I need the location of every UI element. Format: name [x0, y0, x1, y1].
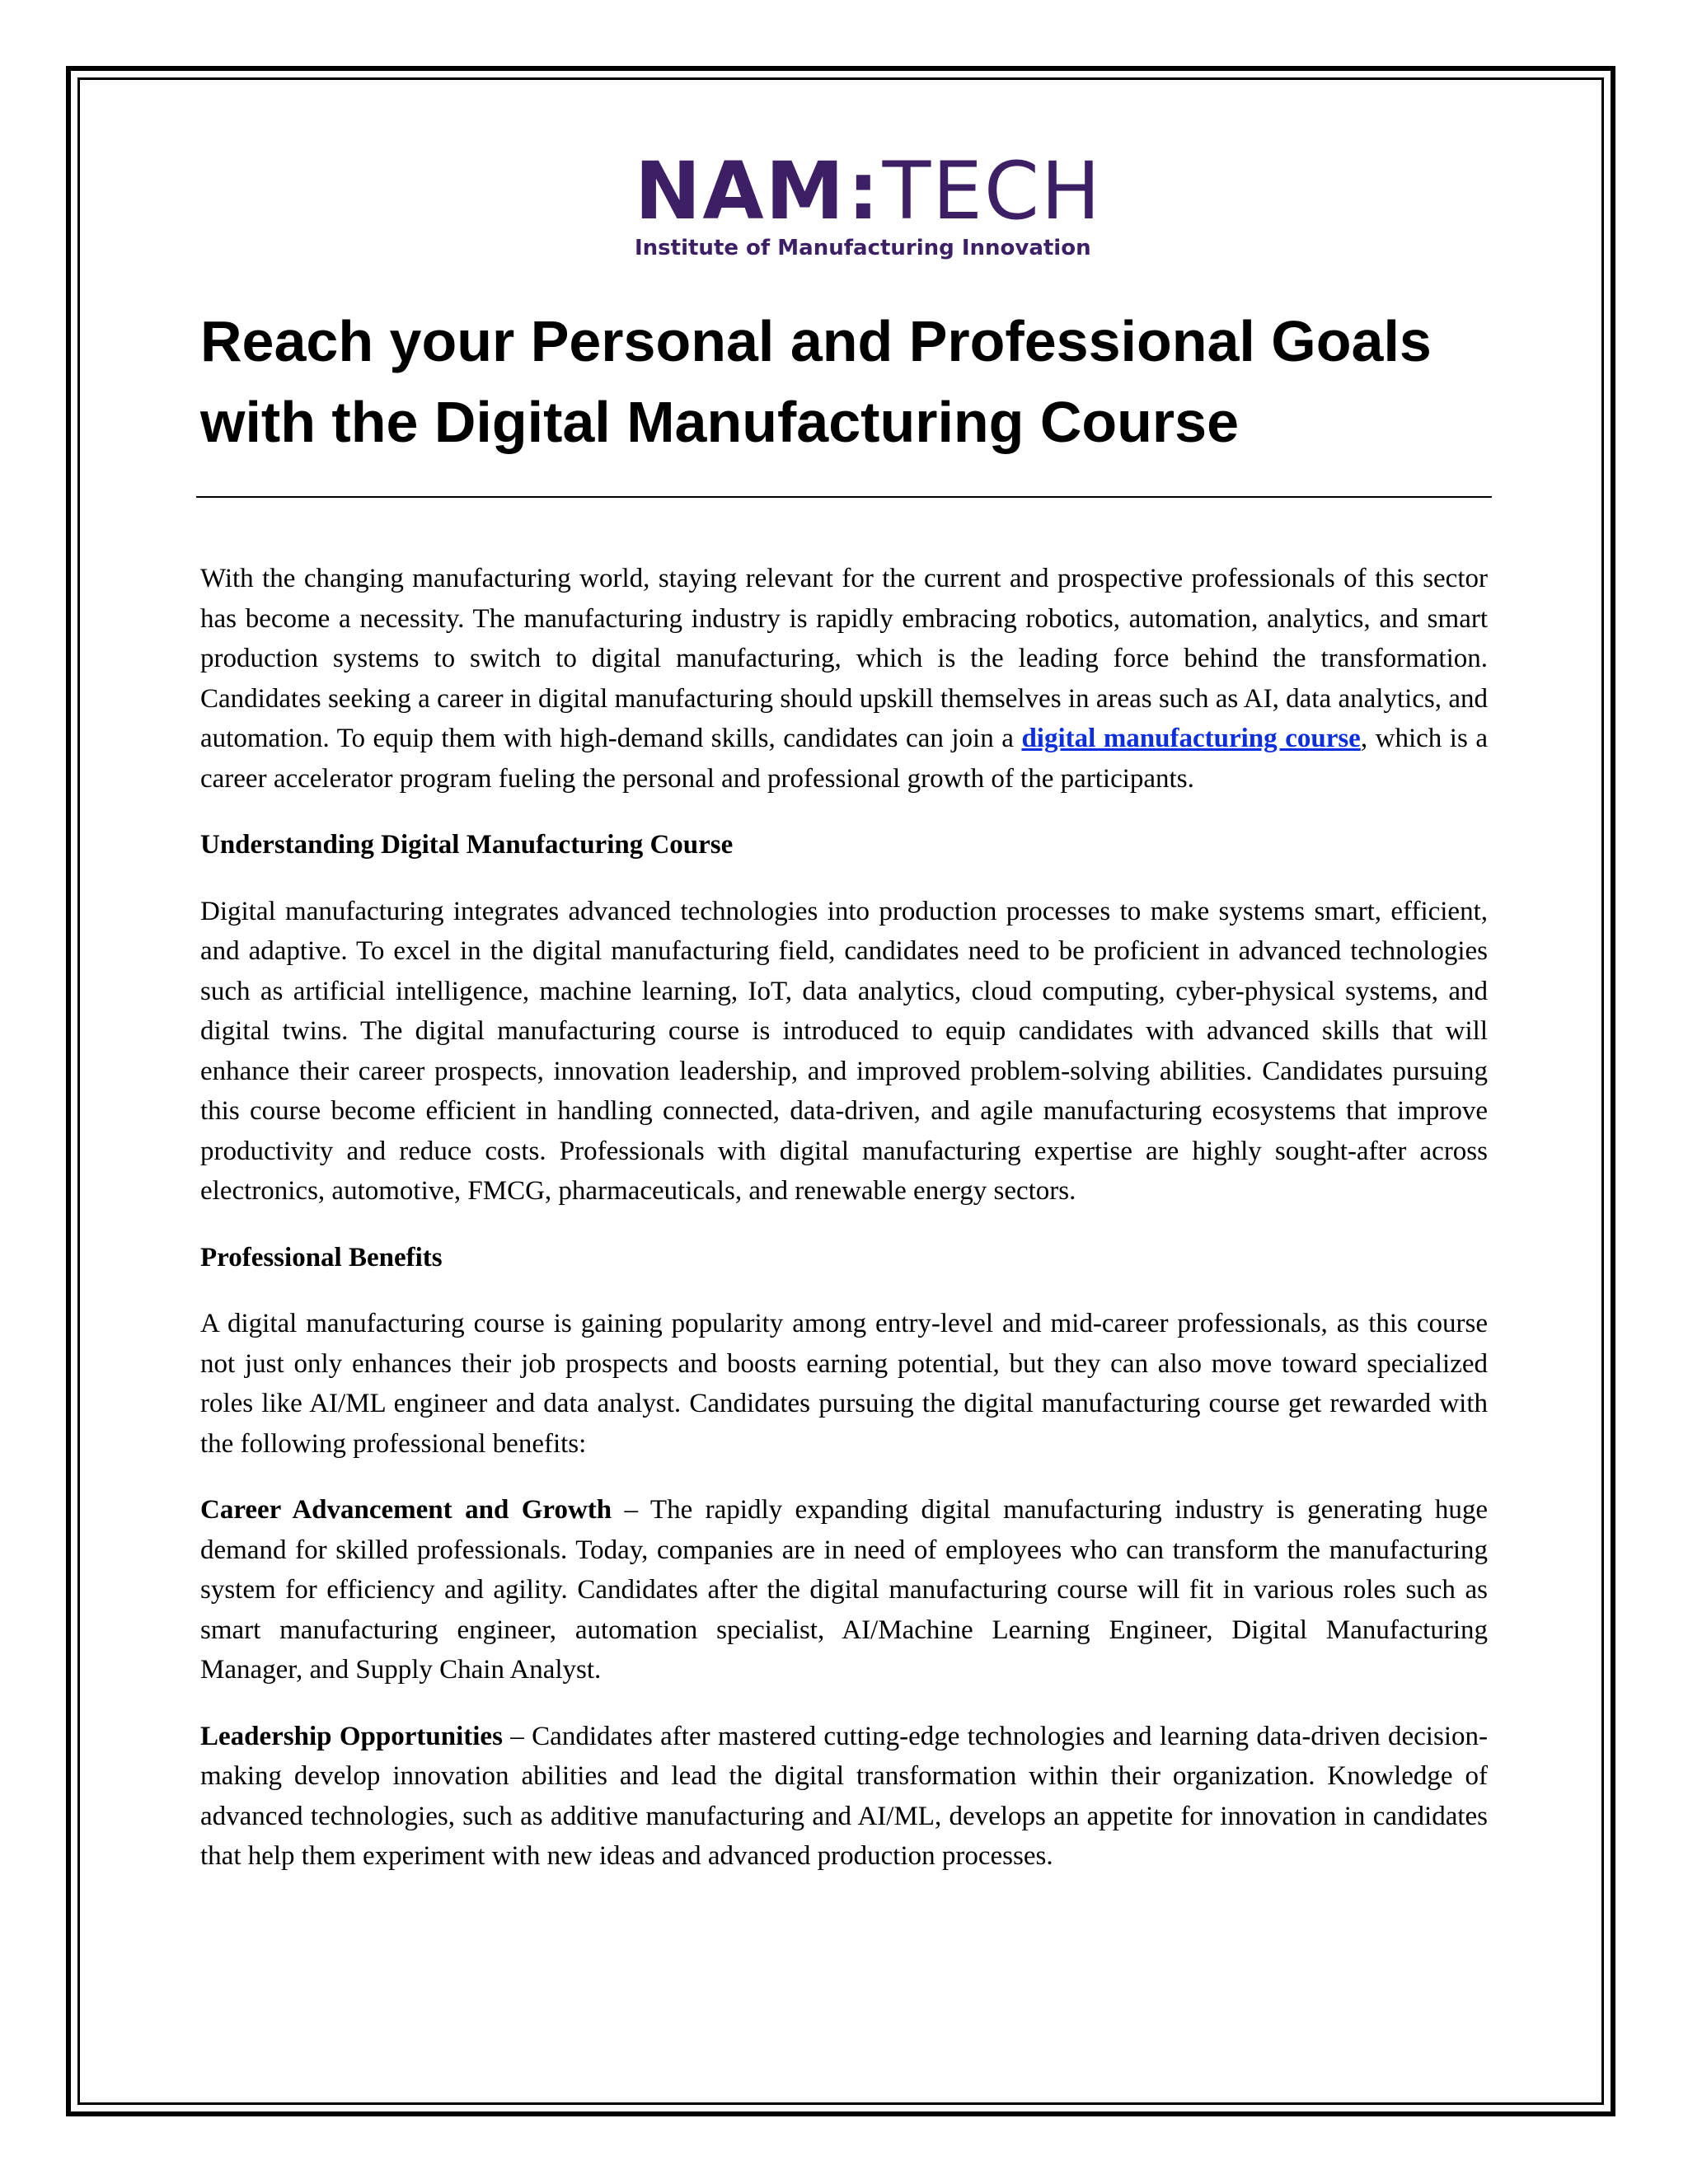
- logo-wordmark: [635, 145, 1103, 237]
- benefit-text: Candidates after mastered cutting-edge technologies and learning data-driven decision-making develop innovation abilities and lead the digital transformation within their organization. Knowledge of advanced technologies, such as additive manufacturing and AI/ML, develops an appetite for innovation in candidates that help them experiment with new ideas and advanced production processes.: [200, 1721, 1488, 1871]
- section-paragraph-professional-benefits: A digital manufacturing course is gaining popularity among entry-level and mid-career professionals, as this course not just only enhances their job prospects and boosts earning potential, but they can also move toward specialized roles like AI/ML engineer and data analyst. Candidates pursuing the digital manufacturing course get rewarded with the following professional benefits:: [200, 1309, 1488, 1459]
- section-heading-understanding: Understanding Digital Manufacturing Course: [200, 830, 734, 860]
- intro-text-after-link: , which is a career accelerator program fueling the personal and professional growth of the participants.: [200, 724, 1489, 794]
- benefit-term: Leadership Opportunities: [200, 1721, 503, 1751]
- logo-tagline: Institute of Manufacturing Innovation: [635, 236, 1091, 260]
- logo-wordmark-nam: NAM: [635, 145, 846, 237]
- benefit-item-leadership: [200, 1717, 1488, 1877]
- title-divider: [196, 496, 1492, 498]
- article-title: Reach your Personal and Professional Goals with the Digital Manufacturing Course: [200, 309, 1432, 454]
- benefit-term: Career Advancement and Growth: [200, 1495, 612, 1525]
- namtech-logo: [635, 145, 1103, 264]
- article-body: [200, 559, 1488, 1903]
- logo-wordmark-colon: :: [847, 145, 881, 237]
- benefit-separator: –: [612, 1495, 650, 1525]
- benefit-item-career-advancement: [200, 1490, 1488, 1690]
- benefit-text: The rapidly expanding digital manufacturing industry is generating huge demand for skilled professionals. Today, companies are in need of employees who can transform the manufacturing system for efficiency and agility. Candidates after the digital manufacturing course will fit in various roles such as smart manufacturing engineer, automation specialist, AI/Machine Learning Engineer, Digital Manufacturing Manager, and Supply Chain Analyst.: [200, 1495, 1488, 1685]
- intro-paragraph: [200, 559, 1488, 799]
- section-heading-professional-benefits: Professional Benefits: [200, 1242, 443, 1272]
- intro-text-before-link: With the changing manufacturing world, staying relevant for the current and prospective professionals of this sector has become a necessity. The manufacturing industry is rapidly embracing robotics, automation, analytics, and smart production systems to switch to digital manufacturing, which is the leading force behind the transformation. Candidates seeking a career in digital manufacturing should upskill themselves in areas such as AI, data analytics, and automation. To equip them with high-demand skills, candidates can join a: [200, 564, 1488, 753]
- section-paragraph-understanding: Digital manufacturing integrates advanced technologies into production processes to make systems smart, efficient, and adaptive. To excel in the digital manufacturing field, candidates need to be proficient in advanced technologies such as artificial intelligence, machine learning, IoT, data analytics, cloud computing, cyber-physical systems, and digital twins. The digital manufacturing course is introduced to equip candidates with advanced skills that will enhance their career prospects, innovation leadership, and improved problem-solving abilities. Candidates pursuing this course become efficient in handling connected, data-driven, and agile manufacturing ecosystems that improve productivity and reduce costs. Professionals with digital manufacturing expertise are highly sought-after across electronics, automotive, FMCG, pharmaceuticals, and renewable energy sectors.: [200, 896, 1488, 1206]
- logo-wordmark-tech: TECH: [882, 145, 1103, 237]
- digital-manufacturing-course-link[interactable]: digital manufacturing course: [1021, 724, 1361, 753]
- benefit-separator: –: [502, 1721, 532, 1751]
